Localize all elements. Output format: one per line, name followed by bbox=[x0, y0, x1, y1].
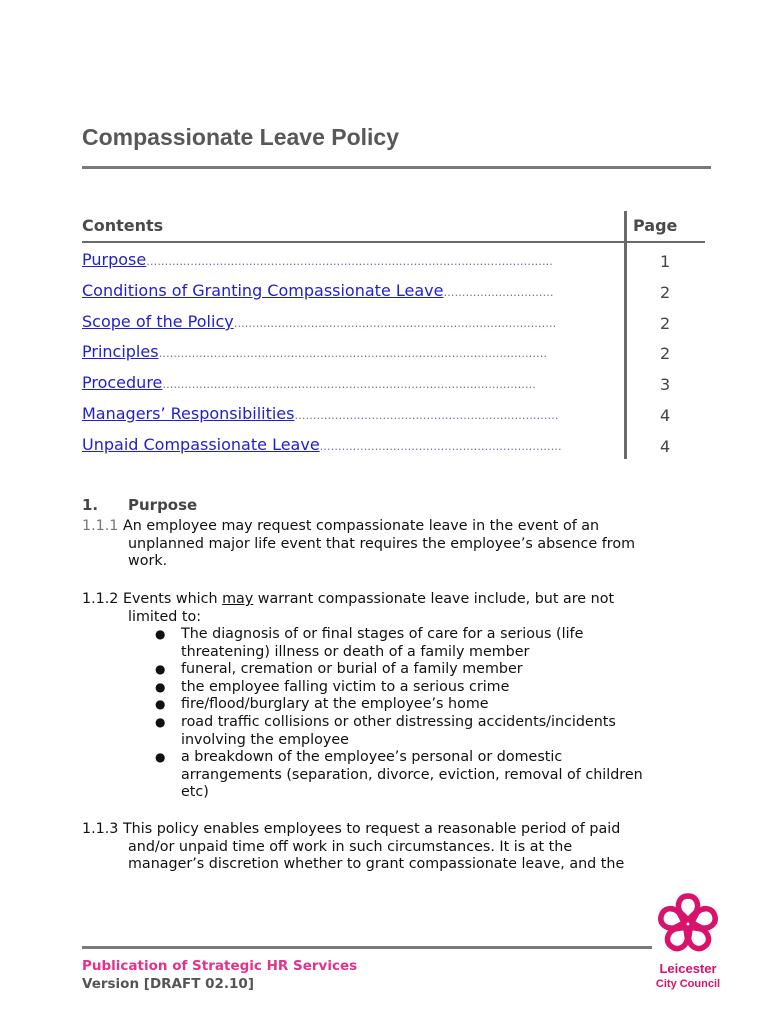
paragraph-text: unplanned major life event that requires the employee’s absence from bbox=[128, 535, 636, 552]
bullet-icon: ● bbox=[155, 627, 166, 641]
paragraph-number: 1.1.3 bbox=[82, 821, 119, 837]
toc-link[interactable]: Purpose bbox=[82, 250, 147, 269]
list-item-text: arrangements (separation, divorce, eviction, removal of children bbox=[181, 766, 643, 783]
list-item bbox=[155, 749, 715, 802]
toc-entry-conditions[interactable] bbox=[82, 281, 620, 305]
toc-page-number: 2 bbox=[660, 283, 671, 302]
list-item-text: funeral, cremation or burial of a family member bbox=[181, 661, 523, 678]
toc-leader-dots: ………………………………………….………………………………………………… bbox=[158, 347, 548, 360]
toc-entry-unpaid[interactable] bbox=[82, 435, 620, 459]
bullet-icon: ● bbox=[155, 679, 166, 694]
toc-entry-managers[interactable] bbox=[82, 404, 620, 428]
toc-link[interactable]: Unpaid Compassionate Leave bbox=[82, 435, 320, 454]
paragraph-number: 1.1.1 bbox=[82, 518, 119, 534]
toc-leader-dots: …………………….……………………………………………………… bbox=[233, 317, 557, 330]
list-item-text: the employee falling victim to a serious crime bbox=[181, 678, 510, 695]
toc-link[interactable]: Procedure bbox=[82, 373, 163, 392]
bullet-icon: ● bbox=[155, 662, 166, 677]
toc-page-number: 1 bbox=[660, 252, 671, 271]
list-item-text: threatening) illness or death of a family member bbox=[181, 643, 530, 660]
paragraph-text: This policy enables employees to request a reasonable period of paid bbox=[122, 821, 621, 837]
toc-entry-scope[interactable] bbox=[82, 312, 620, 336]
council-logo bbox=[640, 888, 736, 998]
emphasis-text: may bbox=[222, 591, 254, 607]
document-title: Compassionate Leave Policy bbox=[82, 124, 400, 150]
paragraph-number: 1.1.2 bbox=[82, 591, 119, 607]
toc-leader-dots: ………………………….…………….………………………………………………………. bbox=[146, 255, 553, 268]
list-item bbox=[155, 696, 715, 714]
toc-link[interactable]: Managers’ Responsibilities bbox=[82, 404, 295, 423]
paragraph-text: warrant compassionate leave include, but are not bbox=[253, 591, 615, 607]
list-item bbox=[155, 679, 715, 697]
events-bullet-list bbox=[155, 626, 715, 802]
toc-entry-procedure[interactable] bbox=[82, 373, 620, 397]
toc-column-divider bbox=[624, 211, 627, 459]
footer-version: Version [DRAFT 02.10] bbox=[82, 976, 254, 992]
toc-page-number: 4 bbox=[660, 437, 671, 456]
list-item-text: fire/flood/burglary at the employee’s home bbox=[181, 696, 489, 713]
paragraph-text: and/or unpaid time off work in such circumstances. It is at the bbox=[128, 838, 573, 855]
paragraph-1-1-2 bbox=[82, 591, 702, 626]
bullet-icon: ● bbox=[155, 750, 166, 765]
toc-page-heading: Page bbox=[633, 216, 678, 235]
toc-link[interactable]: Scope of the Policy bbox=[82, 312, 234, 331]
paragraph-text: An employee may request compassionate leave in the event of an bbox=[122, 518, 600, 534]
toc-page-number: 3 bbox=[660, 375, 671, 394]
bullet-icon: ● bbox=[155, 697, 166, 712]
footer-divider bbox=[82, 946, 652, 949]
list-item bbox=[155, 626, 715, 661]
toc-header-divider bbox=[82, 241, 705, 243]
toc-link[interactable]: Principles bbox=[82, 342, 159, 361]
toc-page-number: 2 bbox=[660, 344, 671, 363]
logo-line-1: Leicester bbox=[659, 961, 717, 976]
list-item-text: The diagnosis of or final stages of care for a serious (life bbox=[181, 626, 584, 642]
toc-page-number: 4 bbox=[660, 406, 671, 425]
list-item bbox=[155, 661, 715, 679]
section-number: 1. bbox=[82, 496, 99, 514]
paragraph-text: manager’s discretion whether to grant compassionate leave, and the bbox=[128, 856, 625, 873]
toc-entry-purpose[interactable] bbox=[82, 250, 620, 274]
list-item-text: etc) bbox=[181, 784, 209, 801]
toc-link[interactable]: Conditions of Granting Compassionate Leave bbox=[82, 281, 444, 300]
bullet-icon: ● bbox=[155, 714, 166, 729]
toc-entry-principles[interactable] bbox=[82, 342, 620, 366]
logo-line-2: City Council bbox=[655, 978, 721, 990]
list-item-text: a breakdown of the employee’s personal or domestic bbox=[181, 749, 563, 766]
toc-leader-dots: ……………………………………………………………… bbox=[294, 409, 559, 422]
toc-leader-dots: ……………………..……………….………………………………………………… bbox=[162, 378, 536, 391]
toc-leader-dots: ………………………… bbox=[443, 286, 554, 299]
footer-publication: Publication of Strategic HR Services bbox=[82, 958, 358, 974]
paragraph-1-1-1 bbox=[82, 518, 702, 571]
title-divider bbox=[82, 166, 711, 169]
list-item-text: involving the employee bbox=[181, 731, 349, 748]
paragraph-text: work. bbox=[128, 553, 168, 570]
rose-icon bbox=[654, 890, 722, 958]
toc-leader-dots: ………………………………………………………… bbox=[319, 440, 562, 453]
list-item-text: road traffic collisions or other distressing accidents/incidents bbox=[181, 713, 616, 730]
paragraph-1-1-3 bbox=[82, 821, 702, 874]
list-item bbox=[155, 714, 715, 749]
paragraph-text: Events which bbox=[122, 591, 223, 607]
paragraph-text: limited to: bbox=[128, 608, 202, 625]
toc-page-number: 2 bbox=[660, 314, 671, 333]
section-title: Purpose bbox=[128, 496, 198, 514]
toc-contents-heading: Contents bbox=[82, 216, 164, 235]
